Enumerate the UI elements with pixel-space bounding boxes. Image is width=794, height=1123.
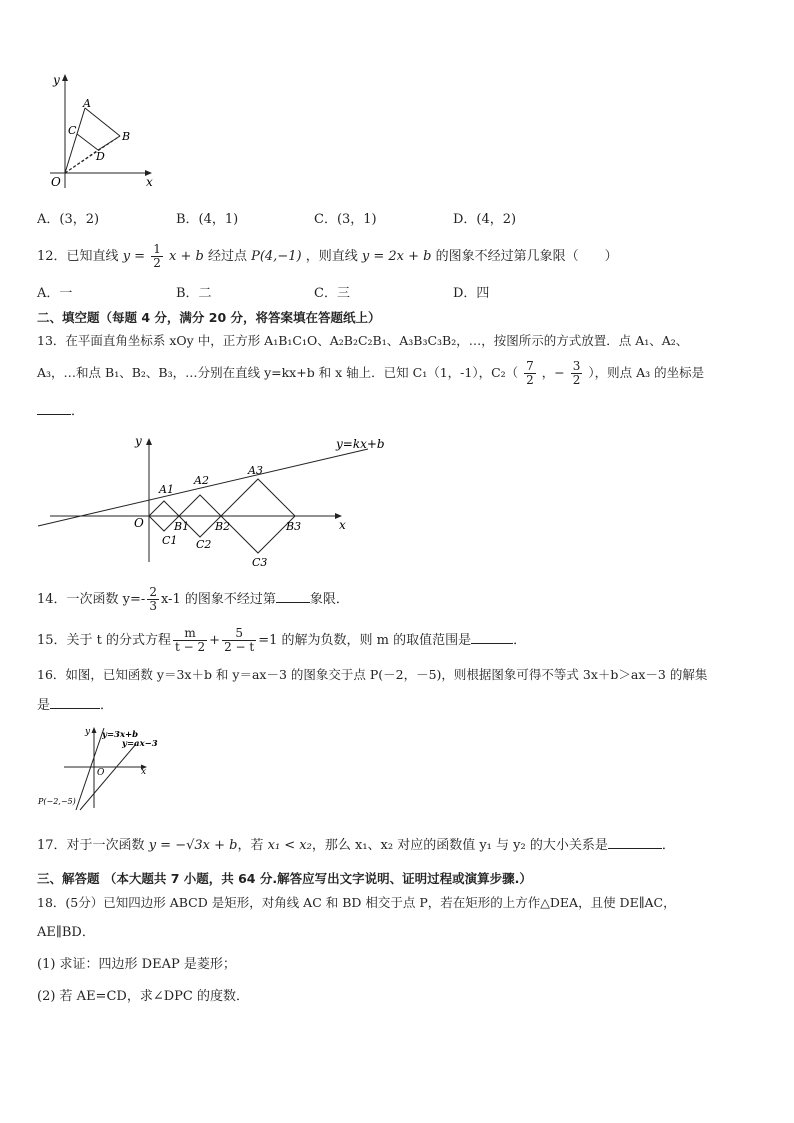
fig13-line-label: y=kx+b — [336, 437, 385, 451]
q13-line2 — [37, 360, 704, 387]
q14-prefix: 14．一次函数 y=- — [37, 592, 146, 607]
q12-option-d: D．四 — [453, 286, 490, 301]
fig11-point-D: D — [96, 150, 105, 163]
figure-q16 — [36, 724, 176, 814]
fig11-origin-label: O — [51, 175, 61, 189]
q13-frac-y-num: 3 — [572, 359, 581, 373]
fig11-point-C: C — [68, 124, 77, 137]
q14-answer-blank[interactable] — [276, 590, 310, 603]
q15-fraction-2 — [222, 627, 256, 654]
q15-frac1-den: t − 2 — [175, 640, 206, 654]
q16-line2 — [37, 696, 113, 715]
q12-eq1-lhs: y = — [122, 249, 146, 264]
fig16-point-P-label: P(−2,−5) — [38, 797, 76, 806]
q16-end: ． — [100, 698, 114, 713]
fig11-y-label: y — [53, 73, 60, 87]
q12-mid2: ，则直线 — [305, 249, 358, 264]
fig11-line-CD — [77, 134, 98, 150]
fig11-point-B: B — [122, 130, 131, 143]
fig13-label-B1: B1 — [174, 520, 190, 533]
fig16-y-arrow — [92, 727, 97, 733]
figure-q13 — [36, 432, 386, 572]
fig11-line-OA — [65, 108, 85, 173]
q17-mid: ，若 — [237, 838, 264, 853]
fig13-label-A3: A3 — [248, 464, 263, 477]
q12-frac-num: 1 — [153, 242, 161, 256]
q17-condition: x₁ < x₂ — [267, 838, 312, 853]
q13-frac-x — [524, 360, 536, 387]
q13-line2-a: A₃，…和点 B₁、B₂、B₃，…分别在直线 y=kx+b 和 x 轴上．已知 C₁（1，-1），C₂（ — [37, 365, 519, 380]
q13-answer-blank[interactable] — [37, 402, 71, 415]
q15-prefix: 15．关于 t 的分式方程 — [37, 633, 172, 648]
q18-part1: (1) 求证：四边形 DEAP 是菱形； — [37, 957, 236, 972]
q13-comma: ，− — [541, 365, 565, 380]
q12-option-a: A．一 — [37, 286, 73, 301]
q11-option-c: C．(3，1) — [314, 212, 377, 227]
fig13-origin-label: O — [134, 516, 144, 530]
fig11-dashed-OB — [65, 136, 120, 173]
q16-line2-text: 是 — [37, 698, 51, 713]
fig11-y-arrow — [62, 74, 68, 81]
q13-line3-end: ． — [71, 404, 85, 419]
q18-line1: 18．(5分）已知四边形 ABCD 是矩形，对角线 AC 和 BD 相交于点 P，若在矩形的上方作△DEA，且使 DE∥AC， — [37, 895, 676, 910]
q12-suffix: 的图象不经过第几象限（ ） — [435, 249, 618, 264]
q13-frac-y-den: 2 — [572, 373, 581, 387]
q18-line2: AE∥BD． — [37, 925, 95, 940]
question-14 — [37, 586, 349, 613]
fig13-label-C2: C2 — [196, 538, 212, 551]
q15-frac1-num: m — [173, 627, 207, 641]
fig13-label-A1: A1 — [159, 483, 174, 496]
fig13-y-arrow — [146, 438, 152, 445]
q13-line3 — [37, 402, 84, 421]
q12-prefix: 12．已知直线 — [37, 249, 119, 264]
q18-part2: (2) 若 AE=CD，求∠DPC 的度数． — [37, 989, 249, 1004]
q14-end: 象限． — [309, 592, 349, 607]
fig13-label-A2: A2 — [194, 474, 209, 487]
fig13-y-label: y — [135, 434, 142, 448]
q13-line2-b: ），则点 A₃ 的坐标是 — [588, 365, 705, 380]
q12-mid: 经过点 — [207, 249, 247, 264]
q15-frac2-num: 5 — [222, 627, 256, 641]
fig13-x-label: x — [339, 518, 346, 532]
q11-option-b: B．(4，1) — [176, 212, 239, 227]
question-15 — [37, 627, 526, 654]
q15-answer-blank[interactable] — [471, 631, 513, 644]
question-12 — [37, 243, 618, 270]
q15-frac2-den: 2 − t — [224, 640, 255, 654]
q11-option-a: A．(3，2) — [37, 212, 100, 227]
q16-answer-blank[interactable] — [50, 696, 100, 709]
q14-frac-num: 2 — [149, 585, 157, 599]
q12-point: P(4,−1) — [251, 249, 302, 264]
section-3-heading: 三、解答题 （本大题共 7 小题，共 64 分.解答应写出文字说明、证明过程或演算步骤.） — [37, 871, 532, 886]
question-17 — [37, 836, 675, 855]
q15-plus: + — [209, 633, 221, 648]
fig11-line-AB — [85, 108, 120, 136]
q12-fraction — [151, 243, 163, 270]
q13-frac-x-den: 2 — [526, 373, 534, 387]
fig11-point-A: A — [83, 97, 91, 110]
q17-mid2: ，那么 x₁、x₂ 对应的函数值 y₁ 与 y₂ 的大小关系是 — [311, 838, 608, 853]
q16-line1: 16．如图，已知函数 y＝3x＋b 和 y＝ax－3 的图象交于点 P(－2，－5)，则根据图象可得不等式 3x＋b＞ax－3 的解集 — [37, 667, 708, 682]
q17-answer-blank[interactable] — [608, 836, 662, 849]
q13-frac-x-num: 7 — [526, 359, 534, 373]
fig11-dashed-OD — [65, 150, 98, 173]
fig13-label-C1: C1 — [162, 534, 178, 547]
fig13-label-B2: B2 — [215, 520, 231, 533]
q15-fraction-1 — [173, 627, 207, 654]
q15-suffix: =1 的解为负数，则 m 的取值范围是 — [258, 633, 472, 648]
q13-line1: 13．在平面直角坐标系 xOy 中，正方形 A₁B₁C₁O、A₂B₂C₂B₁、A₃B₃C₃B₂，…，按图所示的方式放置．点 A₁、A₂、 — [37, 333, 689, 348]
fig16-origin-label: O — [97, 768, 105, 778]
figure-q11 — [38, 70, 168, 195]
q15-end: ． — [513, 633, 527, 648]
q13-frac-y — [571, 360, 583, 387]
q14-frac-den: 3 — [149, 599, 157, 613]
fig13-label-C3: C3 — [252, 556, 268, 569]
fig16-y-label: y — [85, 727, 91, 737]
q12-frac-den: 2 — [153, 256, 161, 270]
fig13-line-kx-b — [38, 449, 368, 526]
q11-option-d: D．(4，2) — [453, 212, 517, 227]
section-2-heading: 二、填空题（每题 4 分，满分 20 分，将答案填在答题纸上） — [37, 310, 381, 325]
fig16-line-ax-3 — [80, 744, 136, 810]
fig16-label-line2: y=ax−3 — [122, 739, 158, 749]
q12-eq1-rhs: x + b — [168, 249, 204, 264]
q17-end: ． — [661, 838, 675, 853]
q12-option-c: C．三 — [314, 286, 350, 301]
fig16-label-line1: y=3x+b — [102, 730, 139, 740]
q12-eq2: y = 2x + b — [361, 249, 432, 264]
q14-fraction — [147, 586, 159, 613]
q12-option-b: B．二 — [176, 286, 212, 301]
fig16-x-label: x — [141, 767, 147, 777]
fig11-x-label: x — [146, 175, 153, 189]
q17-equation: y = −√3x + b — [148, 838, 238, 853]
q14-suffix: x-1 的图象不经过第 — [160, 592, 276, 607]
fig13-label-B3: B3 — [286, 520, 302, 533]
q17-prefix: 17．对于一次函数 — [37, 838, 145, 853]
